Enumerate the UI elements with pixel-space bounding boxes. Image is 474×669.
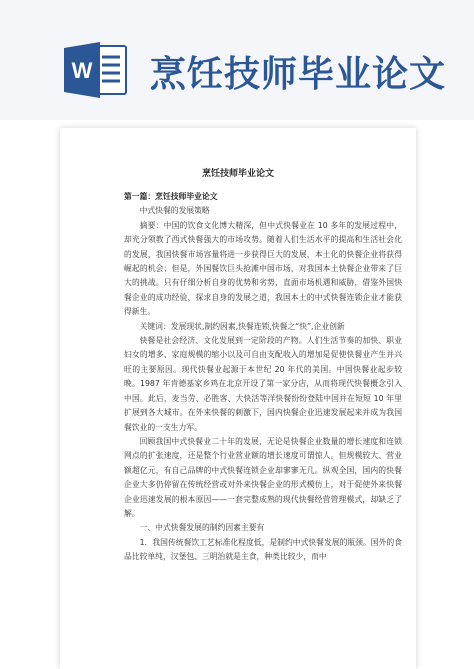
document-page (60, 128, 416, 669)
body-paragraph: 回顾我国中式快餐业二十年的发展，无论是快餐企业数量的增长速度和连锁网点的扩张速度，还是整个行业营业额的增长速度可谓惊人。但规模较大、营业额超亿元，有自己品牌的中式快餐连锁企业却寥寥无几。纵观全国，国内的快餐企业大多仍停留在传统经营或对外来快餐企业的形式模仿上，对于促使外来快餐企业迅速发展的根本原因——一套完整成熟的现代快餐经营管理模式，却缺乏了解。 (124, 436, 402, 518)
abstract-paragraph: 摘要：中国的饮食文化博大精深，但中式快餐业在 10 多年的发展过程中，却充分领教了西式快餐强大的市场攻势。随着人们生活水平的提高和生活社会化的发展，我国快餐市场容量将进一步获得巨大的发展，本土化的快餐企业将获得崛起的机会；但是，外国餐饮巨头抢滩中国市场，对我国本土快餐企业带来了巨大的挑战。只有仔细分析自身的优势和劣势，直面市场机遇和威胁，借鉴外国快餐企业的成功经验，探求自身的发展之道，我国本土的中式快餐连锁企业才能获得新生。 (124, 220, 402, 317)
list-item: 1．我国传统餐饮工艺标准化程度低，是制约中式快餐发展的瓶颈。国外的食品比较单纯，汉堡包、三明治就是主食，种类比较少，而中 (124, 537, 402, 562)
subheading: 中式快餐的发展策略 (139, 206, 210, 216)
document-body (124, 190, 402, 565)
document-title: 烹饪技师毕业论文 (201, 169, 274, 179)
body-paragraph: 快餐是社会经济、文化发展到一定阶段的产物。人们生活节奏的加快、职业妇女的增多、家庭规模的缩小以及可自由支配收入的增加是促使快餐业产生并兴旺的主要原因。现代快餐业起源于本世纪 20 年代的美国。中国快餐业起步较晚。1987 年肯德基家乡鸡在北京开设了第一家分店，从而将现代快餐概念引入中国。此后，麦当劳、必胜客、大快活等洋快餐纷纷登陆中国并在短短 10 年里扩展到各大城市。在外来快餐的刺激下，国内快餐企业迅速发展起来并成为我国餐饮业的一支生力军。 (124, 336, 402, 432)
section-one-heading: 一、中式快餐发展的制约因素主要有 (139, 523, 265, 533)
keywords-line: 关键词：发展现状,制约因素,快餐连锁,快餐之“快”,企业创新 (139, 321, 345, 331)
word-icon (62, 40, 130, 100)
section-heading: 第一篇：烹饪技师毕业论文 (124, 192, 218, 201)
document-banner (0, 0, 474, 120)
banner-title: 烹饪技师毕业论文 (150, 54, 447, 95)
word-logo-letter: W (71, 58, 93, 83)
